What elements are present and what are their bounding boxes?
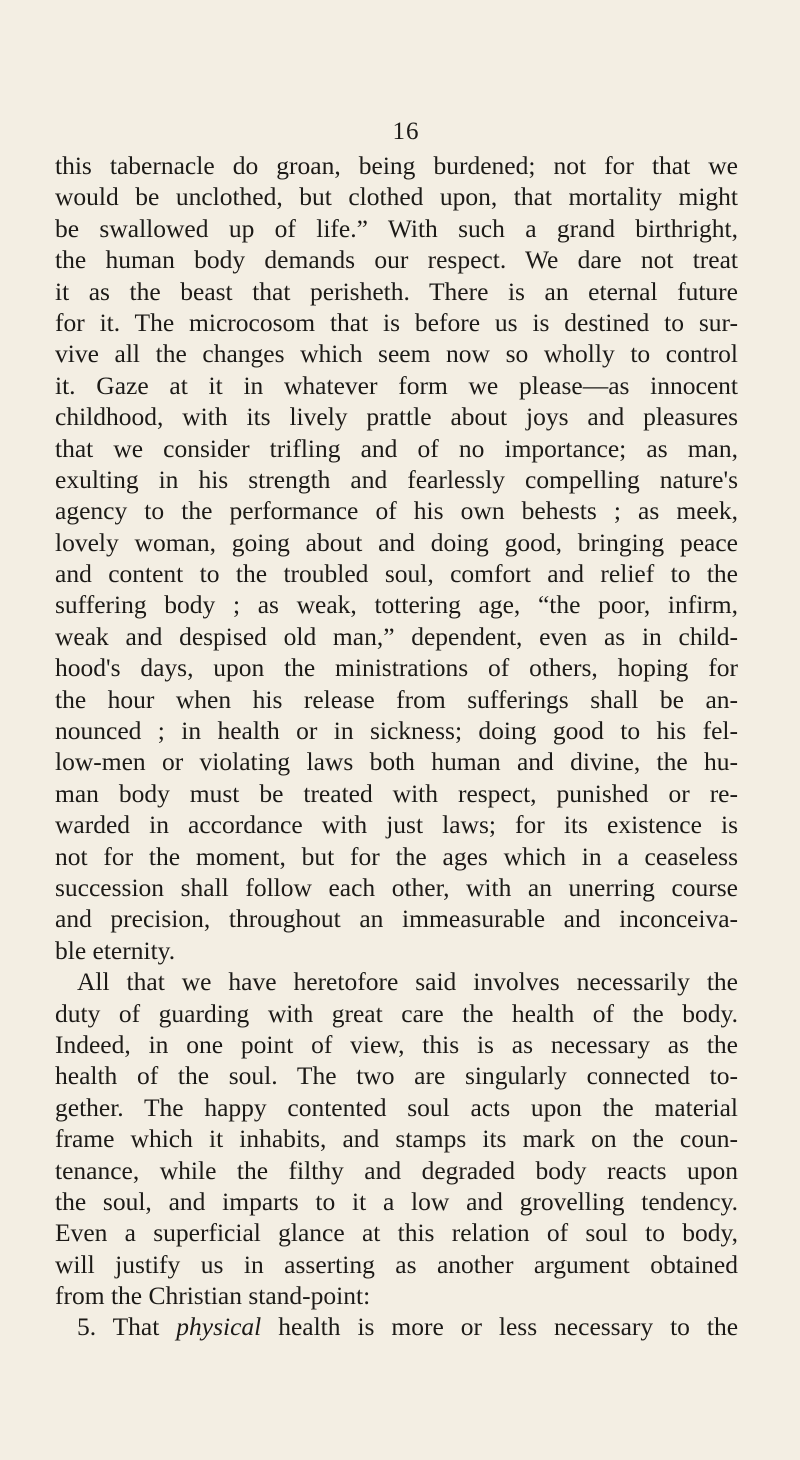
text-line: tenance, while the filthy and degraded body reacts upon bbox=[55, 1155, 738, 1185]
emphasized-word: physical bbox=[176, 1312, 262, 1342]
text-line: low-men or violating laws both human and divine, the hu- bbox=[55, 747, 738, 777]
text-line: it. Gaze at it in whatever form we please—as innocent bbox=[55, 370, 738, 400]
text-line: the hour when his release from sufferings shall be an- bbox=[55, 684, 738, 714]
text-line: duty of guarding with great care the health of the body. bbox=[55, 998, 738, 1028]
text-line: suffering body ; as weak, tottering age, “the poor, infirm, bbox=[55, 590, 738, 620]
text-line: succession shall follow each other, with an unerring course bbox=[55, 872, 738, 902]
text-line: lovely woman, going about and doing good, bringing peace bbox=[55, 527, 738, 557]
text-line: not for the moment, but for the ages which in a ceaseless bbox=[55, 841, 738, 871]
paragraph-start-line: All that we have heretofore said involves necessarily the bbox=[77, 967, 738, 997]
text-line: frame which it inhabits, and stamps its mark on the coun- bbox=[55, 1124, 738, 1154]
text-line: that we consider trifling and of no importance; as man, bbox=[55, 433, 738, 463]
text-line: and precision, throughout an immeasurable and inconceiva- bbox=[55, 904, 738, 934]
text-line: would be unclothed, but clothed upon, that mortality might bbox=[55, 182, 738, 212]
text-line: the human body demands our respect. We dare not treat bbox=[55, 245, 738, 275]
text-line: warded in accordance with just laws; for its existence is bbox=[55, 810, 738, 840]
text-line: childhood, with its lively prattle about joys and pleasures bbox=[55, 402, 738, 432]
text-line: vive all the changes which seem now so wholly to control bbox=[55, 339, 738, 369]
text-line: exulting in his strength and fearlessly compelling nature's bbox=[55, 464, 738, 494]
text-line: man body must be treated with respect, punished or re- bbox=[55, 778, 738, 808]
text-line: and content to the troubled soul, comfort and relief to the bbox=[55, 559, 738, 589]
numbered-point-line bbox=[55, 1311, 738, 1342]
point-text-rest: health is more or less necessary to the bbox=[278, 1312, 738, 1342]
text-line: it as the beast that perisheth. There is an eternal future bbox=[55, 276, 738, 306]
text-line: nounced ; in health or in sickness; doing good to his fel- bbox=[55, 716, 738, 746]
paragraph-end-line: from the Christian stand-point: bbox=[55, 1281, 371, 1311]
text-line: for it. The microcosom that is before us is destined to sur- bbox=[55, 307, 738, 337]
text-line: agency to the performance of his own behests ; as meek, bbox=[55, 496, 738, 526]
page-body bbox=[55, 150, 738, 1343]
text-line: this tabernacle do groan, being burdened; not for that we bbox=[55, 151, 738, 180]
text-line: the soul, and imparts to it a low and grovelling tendency. bbox=[55, 1186, 738, 1216]
text-line: be swallowed up of life.” With such a grand birthright, bbox=[55, 213, 738, 243]
point-text-start: That bbox=[112, 1312, 160, 1342]
text-line: health of the soul. The two are singularly connected to- bbox=[55, 1061, 738, 1091]
page-number: 16 bbox=[392, 118, 420, 145]
text-line: Indeed, in one point of view, this is as necessary as the bbox=[55, 1029, 738, 1059]
text-line: hood's days, upon the ministrations of others, hoping for bbox=[55, 653, 738, 683]
point-number: 5. bbox=[77, 1312, 97, 1342]
text-line: Even a superficial glance at this relation of soul to body, bbox=[55, 1218, 738, 1248]
text-line: will justify us in asserting as another argument obtained bbox=[55, 1249, 738, 1279]
paragraph-end-line: ble eternity. bbox=[55, 935, 176, 965]
text-line: weak and despised old man,” dependent, even as in child- bbox=[55, 621, 738, 651]
text-line: gether. The happy contented soul acts upon the material bbox=[55, 1092, 738, 1122]
